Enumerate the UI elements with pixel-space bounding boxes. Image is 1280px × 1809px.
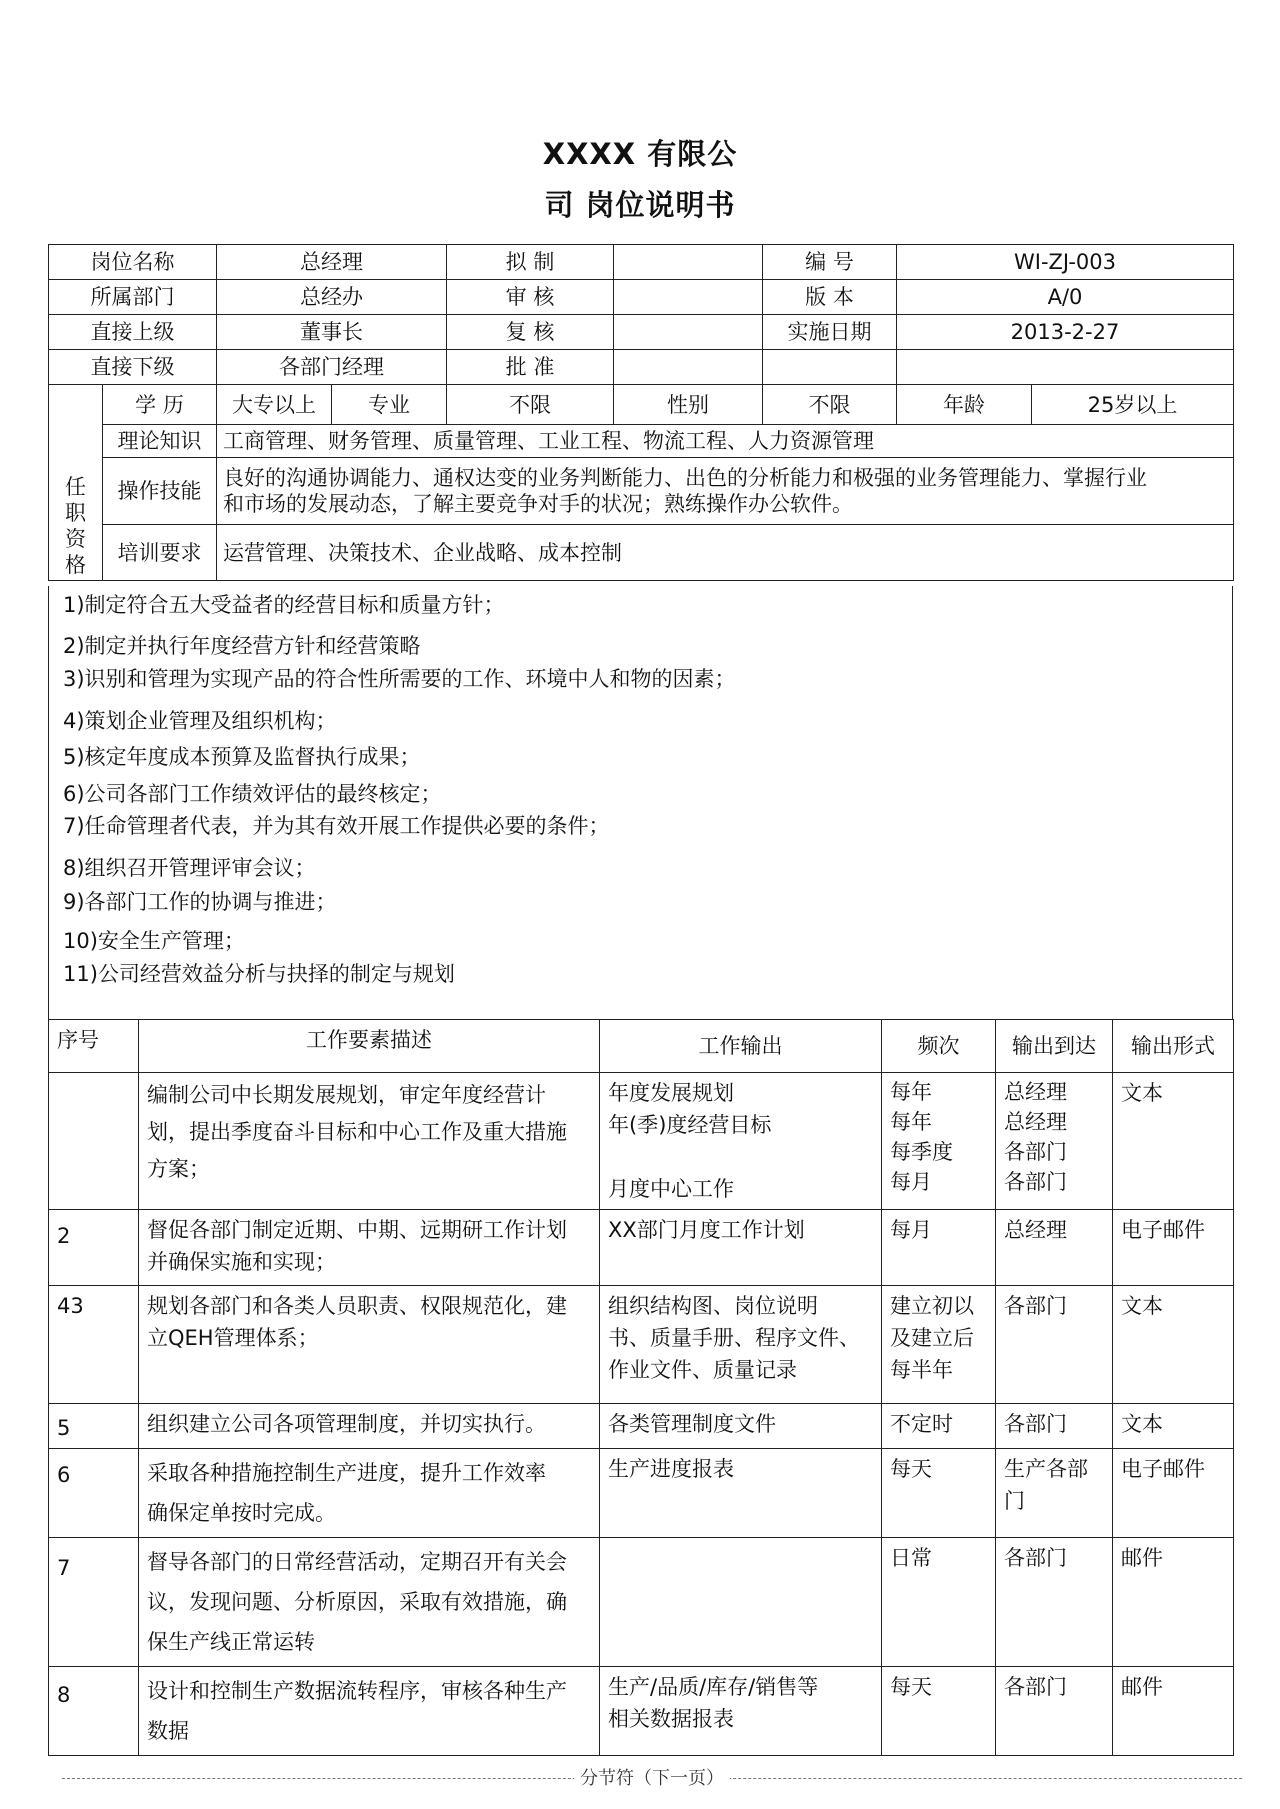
header-desc: 工作要素描述 xyxy=(139,1020,600,1073)
cell-line: 采取各种措施控制生产进度，提升工作效率 xyxy=(147,1461,546,1485)
row-to xyxy=(996,1404,1113,1449)
cell-line: 规划各部门和各类人员职责、权限规范化，建 xyxy=(147,1294,567,1318)
row-freq xyxy=(882,1210,996,1286)
list-item: 1)制定符合五大受益者的经营目标和质量方针； xyxy=(63,593,505,617)
cell-line: 每年 xyxy=(890,1080,932,1104)
cell-line: XX部门月度工作计划 xyxy=(608,1218,805,1242)
section-break-label: 分节符（下一页） xyxy=(574,1764,730,1790)
approve-value xyxy=(614,350,763,385)
row-output xyxy=(600,1667,882,1756)
list-item: 9)各部门工作的协调与推进； xyxy=(63,890,337,914)
skill-value xyxy=(217,458,1234,525)
cell-line: 生产进度报表 xyxy=(608,1457,734,1481)
age-label: 年龄 xyxy=(897,385,1032,425)
edu-label: 学 历 xyxy=(103,385,217,425)
major-label: 专业 xyxy=(332,385,447,425)
list-item: 2)制定并执行年度经营方针和经营策略 xyxy=(63,634,421,658)
cell-line: 文本 xyxy=(1121,1412,1163,1436)
row-output xyxy=(600,1286,882,1404)
table-row xyxy=(49,1667,1234,1756)
cell-line: 方案； xyxy=(147,1157,210,1181)
list-item: 5)核定年度成本预算及监督执行成果； xyxy=(63,745,421,769)
row-no: 43 xyxy=(49,1286,139,1404)
row-freq xyxy=(882,1538,996,1667)
qual-char: 格 xyxy=(65,553,86,577)
table-row xyxy=(49,1538,1234,1667)
row-form xyxy=(1113,1210,1234,1286)
row-to xyxy=(996,1667,1113,1756)
cell-line: 不定时 xyxy=(890,1412,953,1436)
cell-line: 各部门 xyxy=(1004,1170,1067,1194)
empty-cell xyxy=(763,350,897,385)
cell-line: 建立初以 xyxy=(890,1294,974,1318)
training-value: 运营管理、决策技术、企业战略、成本控制 xyxy=(217,525,1234,581)
row-to xyxy=(996,1286,1113,1404)
section-break xyxy=(62,1768,1242,1788)
cell-line: 划，提出季度奋斗目标和中心工作及重大措施 xyxy=(147,1120,567,1144)
superior-value: 董事长 xyxy=(217,315,447,350)
row-to xyxy=(996,1449,1113,1538)
cell-line: 各类管理制度文件 xyxy=(608,1412,776,1436)
document-title-line2: 司 岗位说明书 xyxy=(544,188,736,222)
row-desc xyxy=(139,1667,600,1756)
cell-line: 各部门 xyxy=(1004,1675,1067,1699)
qual-char: 资 xyxy=(65,527,86,551)
cell-line: 及建立后 xyxy=(890,1326,974,1350)
row-form xyxy=(1113,1667,1234,1756)
row-no: 8 xyxy=(49,1667,139,1756)
qual-char: 职 xyxy=(65,501,86,525)
cell-line: 每天 xyxy=(890,1457,932,1481)
cell-line: 文本 xyxy=(1121,1081,1163,1105)
row-to xyxy=(996,1538,1113,1667)
cell-line: 议，发现问题、分析原因，采取有效措施，确 xyxy=(147,1590,567,1614)
row-output xyxy=(600,1449,882,1538)
header-to: 输出到达 xyxy=(996,1020,1113,1073)
cell-line: 各部门 xyxy=(1004,1546,1067,1570)
row-freq xyxy=(882,1667,996,1756)
cell-line: 文本 xyxy=(1121,1294,1163,1318)
edu-value: 大专以上 xyxy=(217,385,332,425)
row-form xyxy=(1113,1538,1234,1667)
row-output xyxy=(600,1538,882,1667)
cell-line: 数据 xyxy=(147,1719,189,1743)
cell-line: 书、质量手册、程序文件、 xyxy=(608,1326,860,1350)
cell-line: 作业文件、质量记录 xyxy=(608,1358,797,1382)
row-form xyxy=(1113,1449,1234,1538)
cell-line: 每天 xyxy=(890,1675,932,1699)
cell-line: 总经理 xyxy=(1004,1218,1067,1242)
row-no: 5 xyxy=(49,1404,139,1449)
row-no: 2 xyxy=(49,1210,139,1286)
dept-label: 所属部门 xyxy=(49,280,217,315)
cell-line: 组织建立公司各项管理制度，并切实执行。 xyxy=(147,1412,546,1436)
version-value: A/0 xyxy=(897,280,1234,315)
cell-line: 保生产线正常运转 xyxy=(147,1630,315,1654)
theory-label: 理论知识 xyxy=(103,425,217,458)
row-output xyxy=(600,1073,882,1210)
row-desc xyxy=(139,1073,600,1210)
skill-line: 良好的沟通协调能力、通权达变的业务判断能力、出色的分析能力和极强的业务管理能力、掌握行业 xyxy=(223,466,1147,490)
table-row xyxy=(49,1286,1234,1404)
cell-line: 电子邮件 xyxy=(1121,1457,1205,1481)
subordinate-label: 直接下级 xyxy=(49,350,217,385)
responsibilities-list xyxy=(48,586,1233,1019)
row-desc xyxy=(139,1210,600,1286)
cell-line: 生产各部 xyxy=(1004,1457,1088,1481)
work-elements-table xyxy=(48,1019,1234,1756)
row-to xyxy=(996,1073,1113,1210)
list-item: 3)识别和管理为实现产品的符合性所需要的工作、环境中人和物的因素； xyxy=(63,667,736,691)
cell-line: 生产/品质/库存/销售等 xyxy=(608,1675,819,1699)
cell-line: 年(季)度经营目标 xyxy=(608,1113,772,1137)
cell-line: 设计和控制生产数据流转程序，审核各种生产 xyxy=(147,1679,567,1703)
row-freq xyxy=(882,1286,996,1404)
code-value: WI-ZJ-003 xyxy=(897,245,1234,280)
row-freq xyxy=(882,1404,996,1449)
row-form xyxy=(1113,1286,1234,1404)
cell-line: 电子邮件 xyxy=(1121,1218,1205,1242)
empty-cell xyxy=(897,350,1234,385)
qualification-section-label xyxy=(49,385,103,581)
cell-line: 并确保实施和实现； xyxy=(147,1250,336,1274)
cell-line: 每年 xyxy=(890,1110,932,1134)
impl-date-value: 2013-2-27 xyxy=(897,315,1234,350)
dept-value: 总经办 xyxy=(217,280,447,315)
table-row xyxy=(49,1404,1234,1449)
cell-line: 每季度 xyxy=(890,1140,953,1164)
list-item: 6)公司各部门工作绩效评估的最终核定； xyxy=(63,782,442,806)
recheck-label: 复 核 xyxy=(447,315,614,350)
cell-line: 各部门 xyxy=(1004,1412,1067,1436)
row-no: 7 xyxy=(49,1538,139,1667)
job-name-label: 岗位名称 xyxy=(49,245,217,280)
draft-label: 拟 制 xyxy=(447,245,614,280)
skill-line: 和市场的发展动态，了解主要竞争对手的状况；熟练操作办公软件。 xyxy=(223,492,853,516)
cell-line: 相关数据报表 xyxy=(608,1707,734,1731)
row-output xyxy=(600,1404,882,1449)
review-label: 审 核 xyxy=(447,280,614,315)
job-name-value: 总经理 xyxy=(217,245,447,280)
cell-line: 总经理 xyxy=(1004,1080,1067,1104)
cell-line: 组织结构图、岗位说明 xyxy=(608,1294,818,1318)
cell-line: 各部门 xyxy=(1004,1140,1067,1164)
cell-line xyxy=(608,1141,873,1173)
skill-label: 操作技能 xyxy=(103,458,217,525)
gender-value: 不限 xyxy=(763,385,897,425)
theory-value: 工商管理、财务管理、质量管理、工业工程、物流工程、人力资源管理 xyxy=(217,425,1234,458)
row-desc xyxy=(139,1449,600,1538)
cell-line: 各部门 xyxy=(1004,1294,1067,1318)
approve-label: 批 准 xyxy=(447,350,614,385)
cell-line: 督导各部门的日常经营活动，定期召开有关会 xyxy=(147,1550,567,1574)
row-freq xyxy=(882,1449,996,1538)
table-row xyxy=(49,1449,1234,1538)
age-value: 25岁以上 xyxy=(1032,385,1234,425)
qual-char: 任 xyxy=(65,475,86,499)
header-no: 序号 xyxy=(49,1020,139,1073)
row-freq xyxy=(882,1073,996,1210)
cell-line: 每半年 xyxy=(890,1358,953,1382)
list-item: 11)公司经营效益分析与抉择的制定与规划 xyxy=(63,962,455,986)
cell-line: 日常 xyxy=(890,1546,932,1570)
row-form xyxy=(1113,1073,1234,1210)
cell-line: 督促各部门制定近期、中期、远期研工作计划 xyxy=(147,1218,567,1242)
table-row xyxy=(49,1210,1234,1286)
row-no xyxy=(49,1073,139,1210)
header-form: 输出形式 xyxy=(1113,1020,1234,1073)
row-desc xyxy=(139,1286,600,1404)
cell-line: 每月 xyxy=(890,1170,932,1194)
list-item: 7)任命管理者代表，并为其有效开展工作提供必要的条件； xyxy=(63,814,610,838)
subordinate-value: 各部门经理 xyxy=(217,350,447,385)
recheck-value xyxy=(614,315,763,350)
table-header-row xyxy=(49,1020,1234,1073)
code-label: 编 号 xyxy=(763,245,897,280)
row-desc xyxy=(139,1538,600,1667)
version-label: 版 本 xyxy=(763,280,897,315)
row-form xyxy=(1113,1404,1234,1449)
list-item: 10)安全生产管理； xyxy=(63,929,245,953)
draft-value xyxy=(614,245,763,280)
row-output xyxy=(600,1210,882,1286)
header-output: 工作输出 xyxy=(600,1020,882,1073)
document-title-line1: XXXX 有限公 xyxy=(542,137,738,171)
row-to xyxy=(996,1210,1113,1286)
cell-line: 每月 xyxy=(890,1218,932,1242)
list-item: 4)策划企业管理及组织机构； xyxy=(63,709,337,733)
cell-line: 邮件 xyxy=(1121,1675,1163,1699)
gender-label: 性别 xyxy=(614,385,763,425)
list-item: 8)组织召开管理评审会议； xyxy=(63,856,316,880)
impl-date-label: 实施日期 xyxy=(763,315,897,350)
cell-line: 邮件 xyxy=(1121,1546,1163,1570)
cell-line: 确保定单按时完成。 xyxy=(147,1501,336,1525)
job-info-table xyxy=(48,244,1234,581)
header-freq: 频次 xyxy=(882,1020,996,1073)
training-label: 培训要求 xyxy=(103,525,217,581)
row-desc xyxy=(139,1404,600,1449)
major-value: 不限 xyxy=(447,385,614,425)
superior-label: 直接上级 xyxy=(49,315,217,350)
row-no: 6 xyxy=(49,1449,139,1538)
review-value xyxy=(614,280,763,315)
cell-line: 月度中心工作 xyxy=(608,1177,734,1201)
cell-line: 门 xyxy=(1004,1489,1025,1513)
cell-line: 总经理 xyxy=(1004,1110,1067,1134)
table-row xyxy=(49,1073,1234,1210)
cell-line: 立QEH管理体系； xyxy=(147,1326,319,1350)
cell-line: 编制公司中长期发展规划，审定年度经营计 xyxy=(147,1083,546,1107)
cell-line: 年度发展规划 xyxy=(608,1081,734,1105)
